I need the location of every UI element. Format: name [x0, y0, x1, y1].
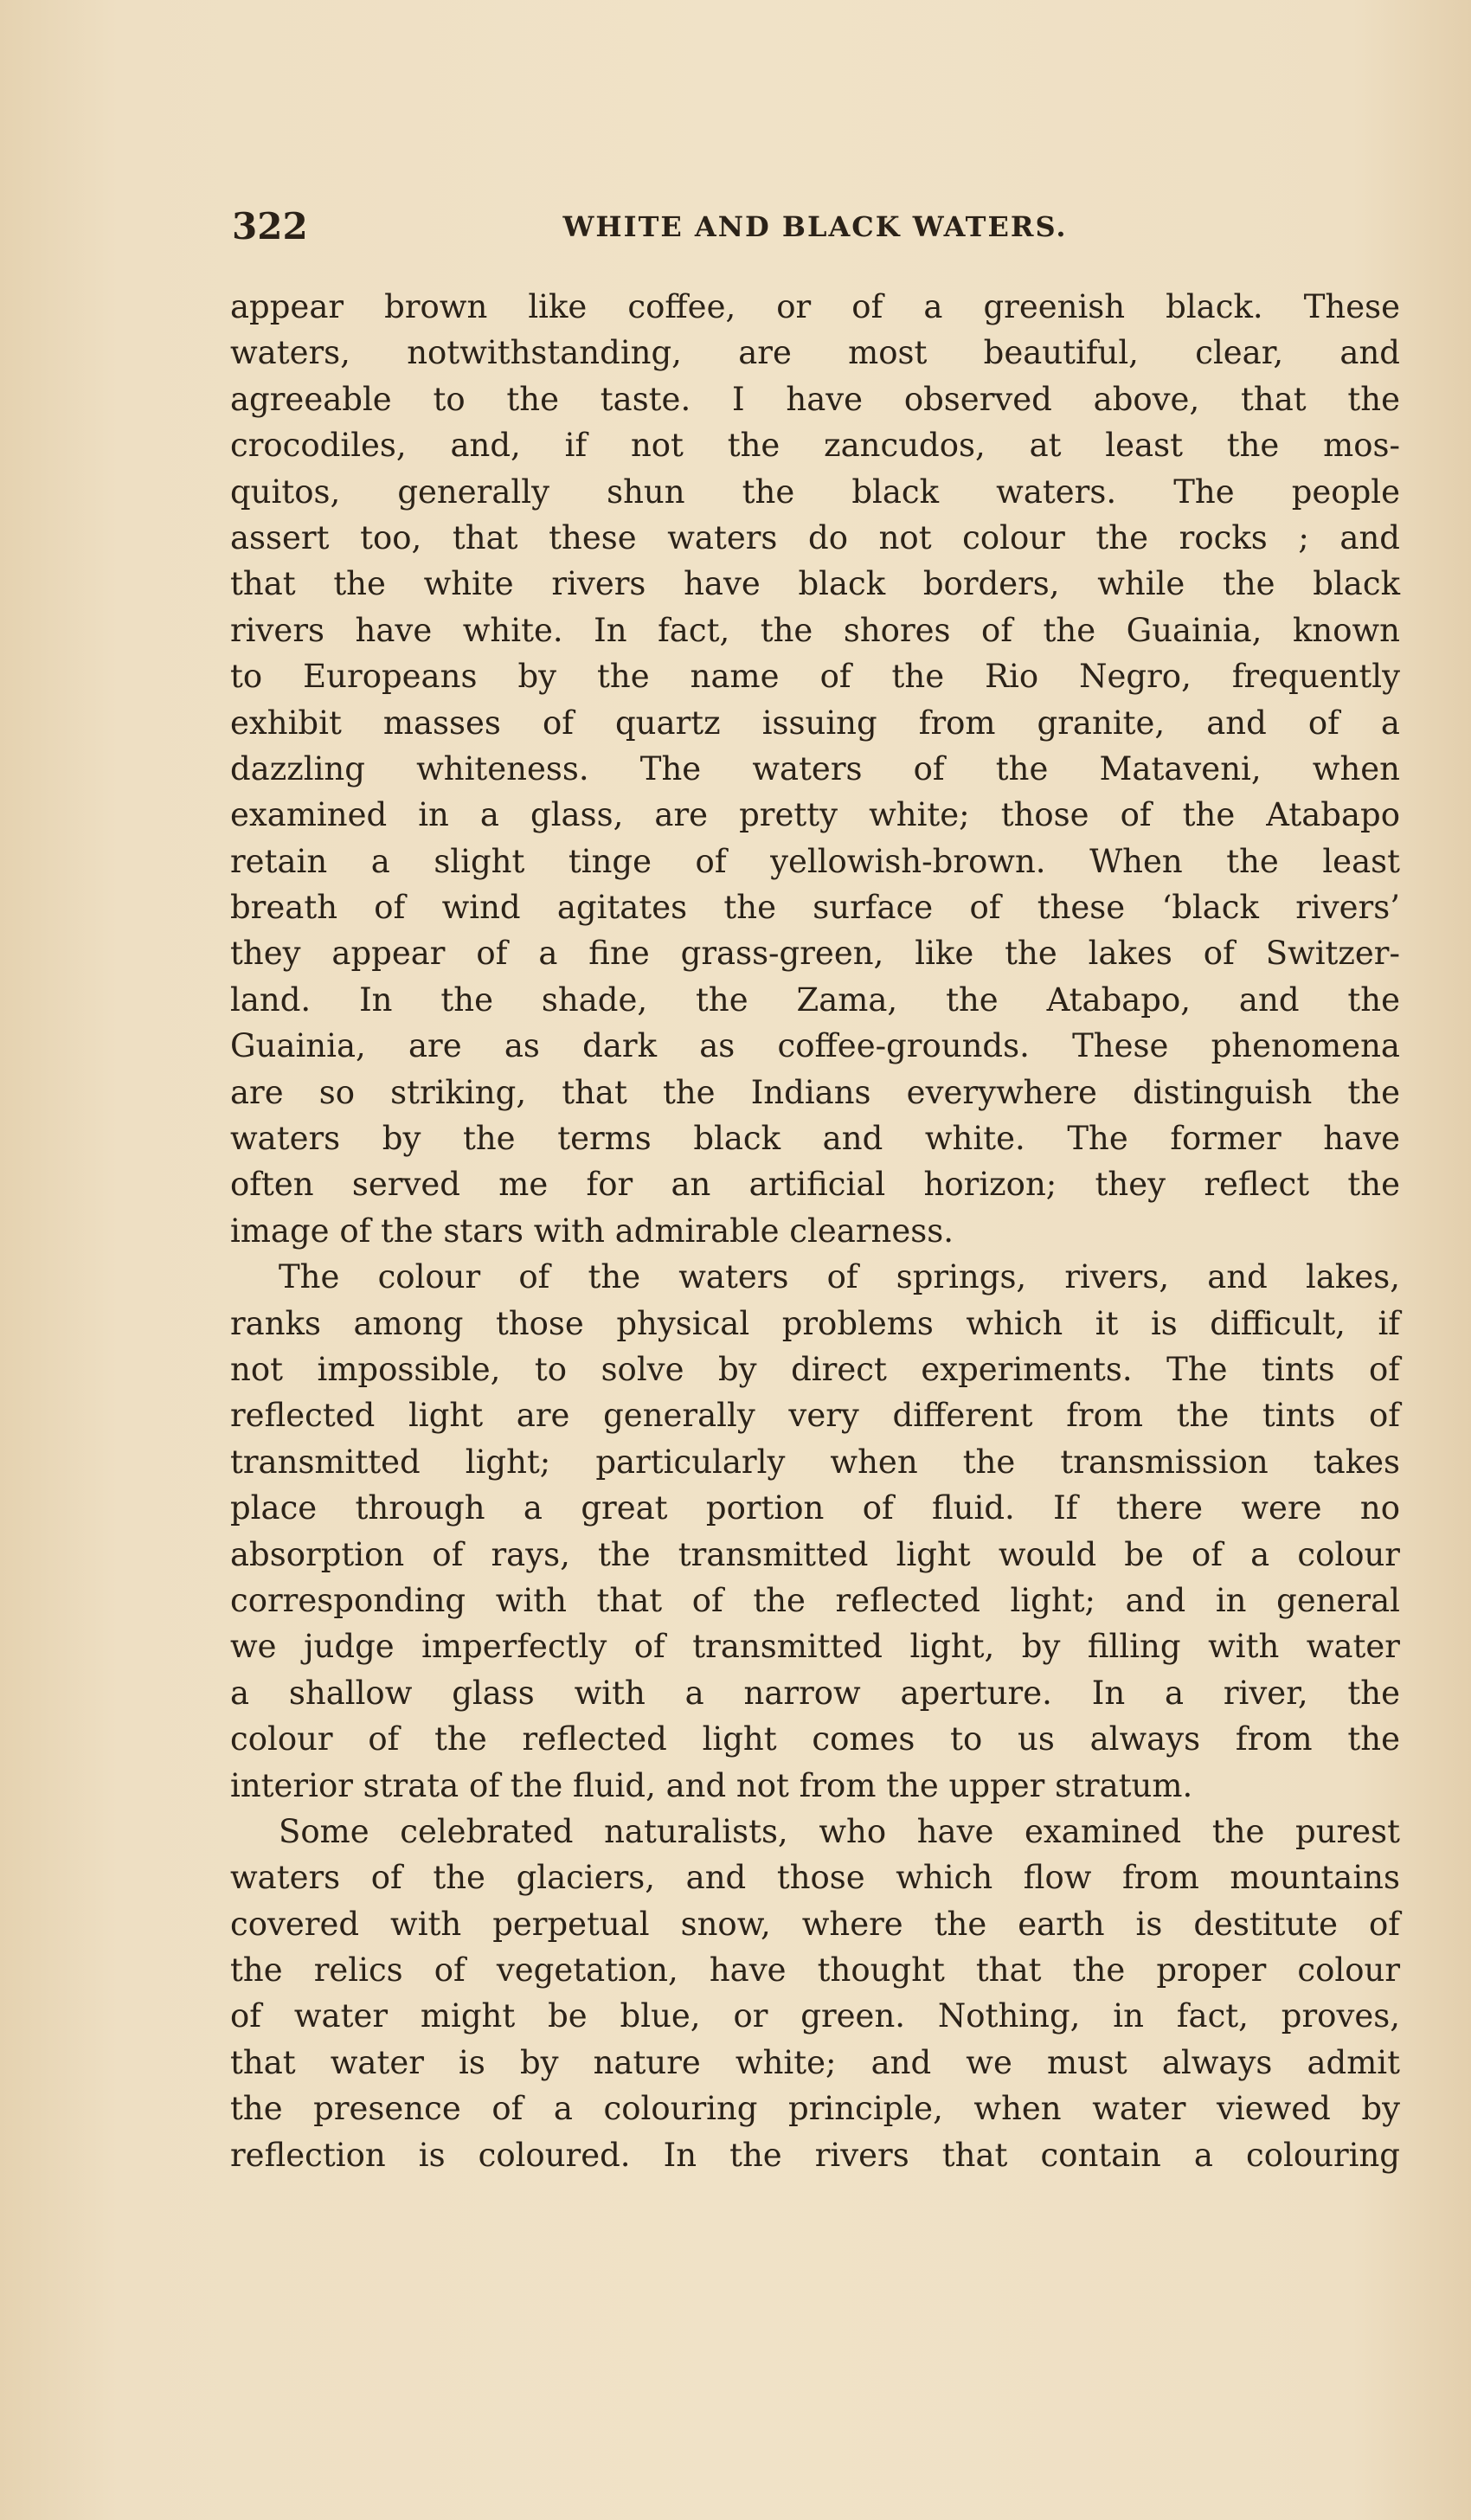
text-line: absorption of rays, the transmitted light would be of a colour: [230, 1535, 1400, 1573]
running-head: [232, 201, 1398, 253]
text-line: reflection is coloured. In the rivers that contain a colouring: [230, 2136, 1400, 2174]
text-line: image of the stars with admirable clearness.: [230, 1212, 954, 1250]
text-line: waters by the terms black and white. The former have: [230, 1120, 1400, 1158]
text-line: rivers have white. In fact, the shores of the Guainia, known: [230, 611, 1400, 649]
text-line: agreeable to the taste. I have observed above, that the: [230, 380, 1400, 418]
text-line: assert too, that these waters do not colour the rocks ; and: [230, 518, 1400, 556]
text-line: covered with perpetual snow, where the earth is destitute of: [230, 1905, 1400, 1943]
text-line: interior strata of the fluid, and not from the upper stratum.: [230, 1766, 1193, 1804]
text-line: the presence of a colouring principle, when water viewed by: [230, 2090, 1400, 2128]
text-line: that the white rivers have black borders, while the black: [230, 565, 1400, 603]
text-line: waters, notwithstanding, are most beautiful, clear, and: [230, 334, 1400, 372]
text-line: to Europeans by the name of the Rio Negro, frequently: [230, 658, 1400, 696]
text-line: that water is by nature white; and we must always admit: [230, 2043, 1400, 2081]
page-number: 322: [232, 205, 308, 248]
text-line: Some celebrated naturalists, who have examined the purest: [279, 1812, 1400, 1850]
text-line: of water might be blue, or green. Nothing, in fact, proves,: [230, 1997, 1400, 2035]
running-title: WHITE AND BLACK WATERS.: [562, 210, 1068, 243]
text-line: we judge imperfectly of transmitted light, by filling with water: [230, 1628, 1400, 1666]
text-line: appear brown like coffee, or of a greenish black. These: [230, 288, 1400, 325]
text-line: retain a slight tinge of yellowish-brown. When the least: [230, 842, 1400, 880]
text-line: they appear of a fine grass-green, like the lakes of Switzer-: [230, 935, 1400, 973]
text-line: the relics of vegetation, have thought that the proper colour: [230, 1951, 1400, 1990]
body-text: [230, 284, 1400, 2178]
text-line: quitos, generally shun the black waters. The people: [230, 472, 1400, 511]
text-line: dazzling whiteness. The waters of the Mataveni, when: [230, 749, 1400, 788]
text-line: a shallow glass with a narrow aperture. In a river, the: [230, 1674, 1400, 1712]
text-line: place through a great portion of fluid. If there were no: [230, 1489, 1400, 1527]
text-line: corresponding with that of the reflected light; and in general: [230, 1581, 1400, 1619]
text-line: exhibit masses of quartz issuing from granite, and of a: [230, 704, 1400, 742]
text-line: land. In the shade, the Zama, the Atabapo, and the: [230, 980, 1400, 1019]
text-line: examined in a glass, are pretty white; those of the Atabapo: [230, 796, 1400, 834]
text-line: reflected light are generally very different from the tints of: [230, 1397, 1400, 1435]
text-line: waters of the glaciers, and those which flow from mountains: [230, 1859, 1400, 1897]
text-line: breath of wind agitates the surface of these ‘black rivers’: [230, 889, 1400, 927]
text-line: are so striking, that the Indians everywhere distinguish the: [230, 1073, 1400, 1111]
text-line: The colour of the waters of springs, rivers, and lakes,: [279, 1258, 1400, 1296]
text-line: colour of the reflected light comes to us always from the: [230, 1720, 1400, 1758]
text-line: not impossible, to solve by direct experiments. The tints of: [230, 1350, 1400, 1388]
text-line: crocodiles, and, if not the zancudos, at least the mos-: [230, 427, 1400, 465]
text-line: often served me for an artificial horizon; they reflect the: [230, 1166, 1400, 1204]
text-line: ranks among those physical problems which it is difficult, if: [230, 1304, 1400, 1342]
text-line: transmitted light; particularly when the transmission takes: [230, 1443, 1400, 1481]
text-line: Guainia, are as dark as coffee-grounds. These phenomena: [230, 1027, 1400, 1065]
